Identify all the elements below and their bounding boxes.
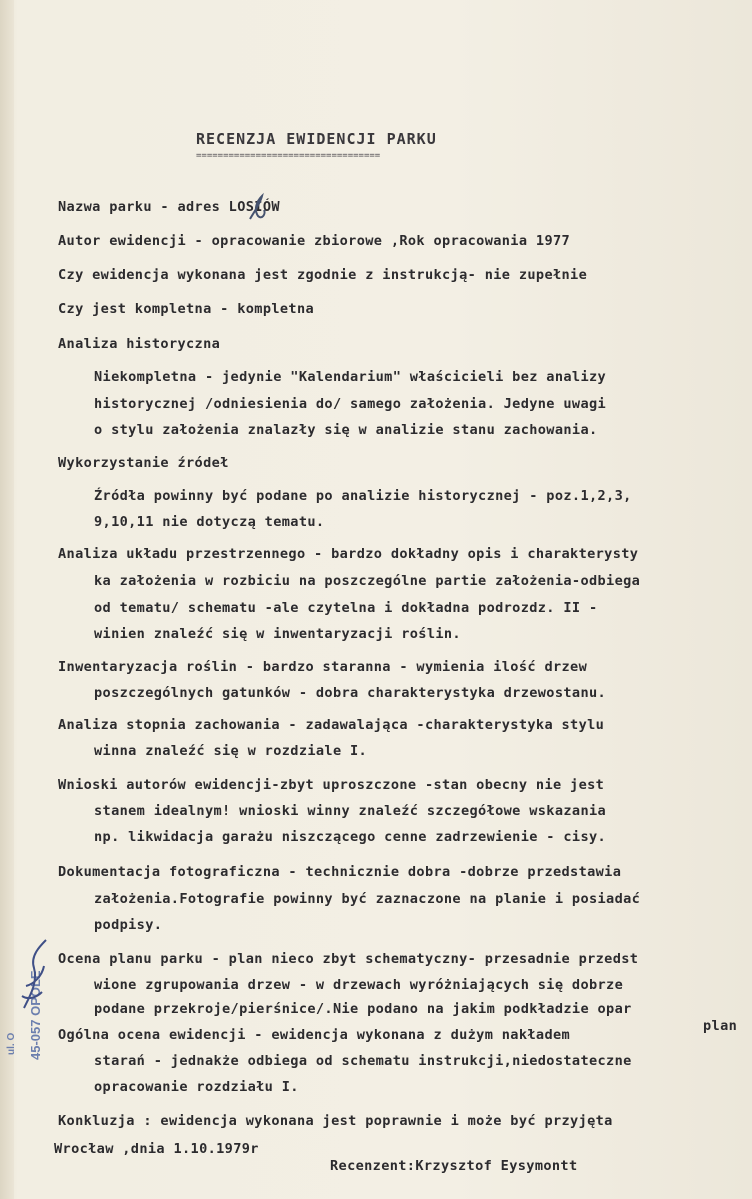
line-author: Autor ewidencji - opracowanie zbiorowe ,Rok opracowania 1977 [58, 233, 571, 249]
stamp-text-postcode: 45-057 OPOLE [28, 970, 43, 1060]
handwritten-mark-icon [244, 192, 272, 224]
paragraph-line: od tematu/ schematu -ale czytelna i dokładna podrozdz. II - [94, 600, 598, 616]
paragraph-line: o stylu założenia znalazły się w analizie stanu zachowania. [94, 422, 598, 438]
margin-note: plan [703, 1018, 738, 1034]
paragraph-line: Dokumentacja fotograficzna - technicznie dobra -dobrze przedstawia [58, 864, 622, 880]
title-underline: ================================== [196, 151, 381, 161]
document-title: RECENZJA EWIDENCJI PARKU [196, 130, 437, 148]
line-completeness: Czy jest kompletna - kompletna [58, 301, 315, 317]
paragraph-line: Ocena planu parku - plan nieco zbyt schematyczny- przesadnie przedst [58, 951, 639, 967]
paragraph-line: Analiza stopnia zachowania - zadawalająca -charakterystyka stylu [58, 717, 605, 733]
signature-icon [16, 936, 52, 1016]
paragraph-line: Wnioski autorów ewidencji-zbyt uproszczone -stan obecny nie jest [58, 777, 605, 793]
paragraph-line: opracowanie rozdziału I. [94, 1079, 299, 1095]
paragraph-line: winna znaleźć się w rozdziale I. [94, 743, 368, 759]
paragraph-line: założenia.Fotografie powinny być zaznaczone na planie i posiadać [94, 891, 641, 907]
paragraph-line: podpisy. [94, 917, 163, 933]
paragraph-line: historycznej /odniesienia do/ samego założenia. Jedyne uwagi [94, 396, 607, 412]
heading-historical-analysis: Analiza historyczna [58, 336, 221, 352]
paragraph-line: np. likwidacja garażu niszczącego cenne zadrzewienie - cisy. [94, 829, 607, 845]
heading-sources: Wykorzystanie źródeł [58, 455, 229, 471]
paragraph-line: Analiza układu przestrzennego - bardzo dokładny opis i charakterysty [58, 546, 639, 562]
line-park-name: Nazwa parku - adres LOSIÓW [58, 199, 280, 215]
library-stamp [2, 930, 60, 1070]
paragraph-line: podane przekroje/pierśnice/.Nie podano na jakim podkładzie opar [94, 1001, 632, 1017]
paragraph-line: poszczególnych gatunków - dobra charakterystyka drzewostanu. [94, 685, 607, 701]
paragraph-line: wione zgrupowania drzew - w drzewach wyróżniających się dobrze [94, 977, 624, 993]
paragraph-line: Niekompletna - jedynie "Kalendarium" właścicieli bez analizy [94, 369, 607, 385]
stamp-text-street: ul. O [6, 1032, 17, 1055]
paragraph-line: Ogólna ocena ewidencji - ewidencja wykonana z dużym nakładem [58, 1027, 571, 1043]
paragraph-line: ka założenia w rozbiciu na poszczególne partie założenia-odbiega [94, 573, 641, 589]
paragraph-line: 9,10,11 nie dotyczą tematu. [94, 514, 325, 530]
paragraph-line: starań - jednakże odbiega od schematu instrukcji,niedostateczne [94, 1053, 632, 1069]
paragraph-line: winien znaleźć się w inwentaryzacji roślin. [94, 626, 461, 642]
conclusion-line: Konkluzja : ewidencja wykonana jest poprawnie i może być przyjęta [58, 1113, 613, 1129]
paragraph-line: Inwentaryzacja roślin - bardzo staranna - wymienia ilość drzew [58, 659, 588, 675]
paragraph-line: Źródła powinny być podane po analizie historycznej - poz.1,2,3, [94, 488, 632, 504]
reviewer-line: Recenzent:Krzysztof Eysymontt [330, 1158, 578, 1174]
line-compliance: Czy ewidencja wykonana jest zgodnie z instrukcją- nie zupełnie [58, 267, 588, 283]
paragraph-line: stanem idealnym! wnioski winny znaleźć szczegółowe wskazania [94, 803, 607, 819]
place-date-line: Wrocław ,dnia 1.10.1979r [54, 1141, 259, 1157]
